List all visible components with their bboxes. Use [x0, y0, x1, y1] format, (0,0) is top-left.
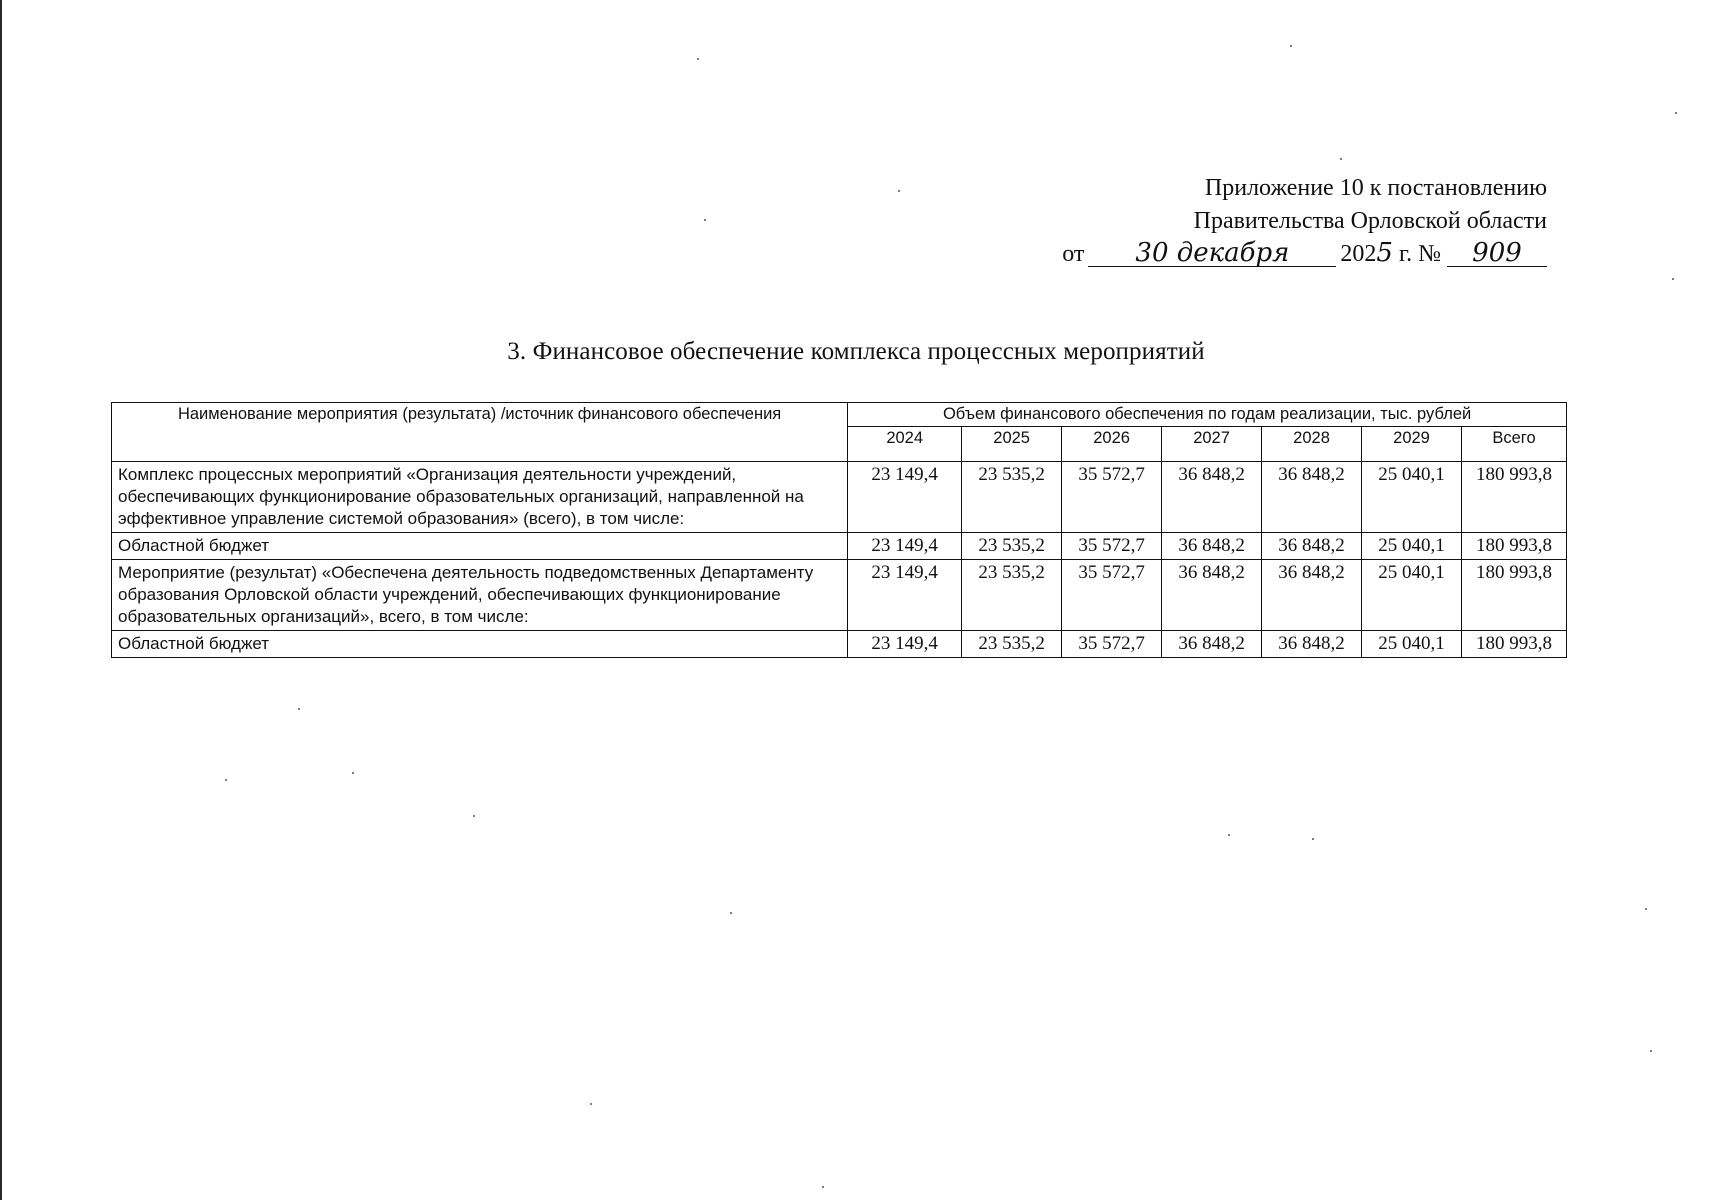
row-value: 36 848,2: [1162, 462, 1262, 533]
row-value: 23 535,2: [962, 631, 1062, 658]
row-total: 180 993,8: [1461, 631, 1566, 658]
scan-speck: [898, 190, 900, 192]
row-value: 36 848,2: [1262, 560, 1362, 631]
scan-speck: [1672, 278, 1674, 280]
scan-speck: [590, 1103, 592, 1105]
row-name: Мероприятие (результат) «Обеспечена деятельность подведомственных Департаменту образования Орловской области учреждений, обеспечивающих функционирование образовательных организаций», всего, в том числе:: [112, 560, 848, 631]
scan-speck: [225, 779, 227, 781]
table-row: [112, 462, 1567, 533]
row-value: 36 848,2: [1162, 631, 1262, 658]
scan-speck: [1312, 838, 1314, 840]
appendix-line-1: Приложение 10 к постановлению: [1204, 175, 1547, 201]
handwritten-date: 30 декабря: [1088, 240, 1336, 267]
row-value: 25 040,1: [1362, 462, 1462, 533]
volume-column-header: Объем финансового обеспечения по годам реализации, тыс. рублей: [848, 403, 1567, 427]
appendix-date-line: [1027, 238, 1547, 271]
row-value: 23 535,2: [962, 462, 1062, 533]
row-name: Областной бюджет: [112, 533, 848, 560]
scan-speck: [1650, 1050, 1652, 1052]
scan-speck: [704, 219, 706, 221]
from-prefix: от: [1062, 241, 1085, 267]
scan-speck: [1228, 834, 1230, 836]
appendix-line-2: Правительства Орловской области: [1193, 208, 1547, 234]
row-value: 23 149,4: [848, 560, 962, 631]
row-total: 180 993,8: [1461, 462, 1566, 533]
scan-speck: [822, 1186, 824, 1188]
scan-speck: [1340, 158, 1342, 160]
row-value: 23 149,4: [848, 631, 962, 658]
row-name: Комплекс процессных мероприятий «Организация деятельности учреждений, обеспечивающих функционирование образовательных организаций, направленной на эффективное управление системой образования» (всего), в том числе:: [112, 462, 848, 533]
row-value: 25 040,1: [1362, 533, 1462, 560]
appendix-header: [1027, 172, 1547, 271]
table-row: [112, 631, 1567, 658]
table-header-row: [112, 403, 1567, 427]
scan-speck: [1675, 112, 1677, 114]
year-header: 2029: [1362, 427, 1462, 462]
row-value: 25 040,1: [1362, 560, 1462, 631]
row-value: 23 149,4: [848, 462, 962, 533]
year-header: 2026: [1062, 427, 1162, 462]
scan-speck: [1645, 908, 1647, 910]
row-value: 23 535,2: [962, 533, 1062, 560]
year-header: 2028: [1262, 427, 1362, 462]
number-prefix: г. №: [1398, 241, 1441, 267]
row-value: 36 848,2: [1262, 631, 1362, 658]
year-prefix: 202: [1340, 241, 1377, 267]
scan-speck: [730, 912, 732, 914]
scan-speck: [697, 58, 699, 60]
row-value: 25 040,1: [1362, 631, 1462, 658]
year-header: 2024: [848, 427, 962, 462]
row-name: Областной бюджет: [112, 631, 848, 658]
handwritten-year-digit: 5: [1376, 238, 1393, 268]
table-row: [112, 533, 1567, 560]
year-header: 2027: [1162, 427, 1262, 462]
row-total: 180 993,8: [1461, 560, 1566, 631]
row-value: 36 848,2: [1162, 533, 1262, 560]
scan-speck: [473, 815, 475, 817]
row-value: 36 848,2: [1162, 560, 1262, 631]
row-value: 35 572,7: [1062, 560, 1162, 631]
section-title: 3. Финансовое обеспечение комплекса процессных мероприятий: [507, 338, 1205, 365]
scan-speck: [352, 772, 354, 774]
row-value: 23 149,4: [848, 533, 962, 560]
row-value: 35 572,7: [1062, 533, 1162, 560]
scan-speck: [1290, 45, 1292, 47]
scan-speck: [298, 708, 300, 710]
row-value: 36 848,2: [1262, 533, 1362, 560]
scan-left-edge: [0, 0, 2, 1200]
row-value: 36 848,2: [1262, 462, 1362, 533]
row-value: 35 572,7: [1062, 462, 1162, 533]
row-value: 35 572,7: [1062, 631, 1162, 658]
name-column-header: Наименование мероприятия (результата) /источник финансового обеспечения: [112, 403, 848, 462]
handwritten-number: 909: [1447, 240, 1547, 267]
year-header: 2025: [962, 427, 1062, 462]
row-total: 180 993,8: [1461, 533, 1566, 560]
row-value: 23 535,2: [962, 560, 1062, 631]
table-row: [112, 560, 1567, 631]
financing-table: [111, 402, 1567, 658]
total-header: Всего: [1461, 427, 1566, 462]
